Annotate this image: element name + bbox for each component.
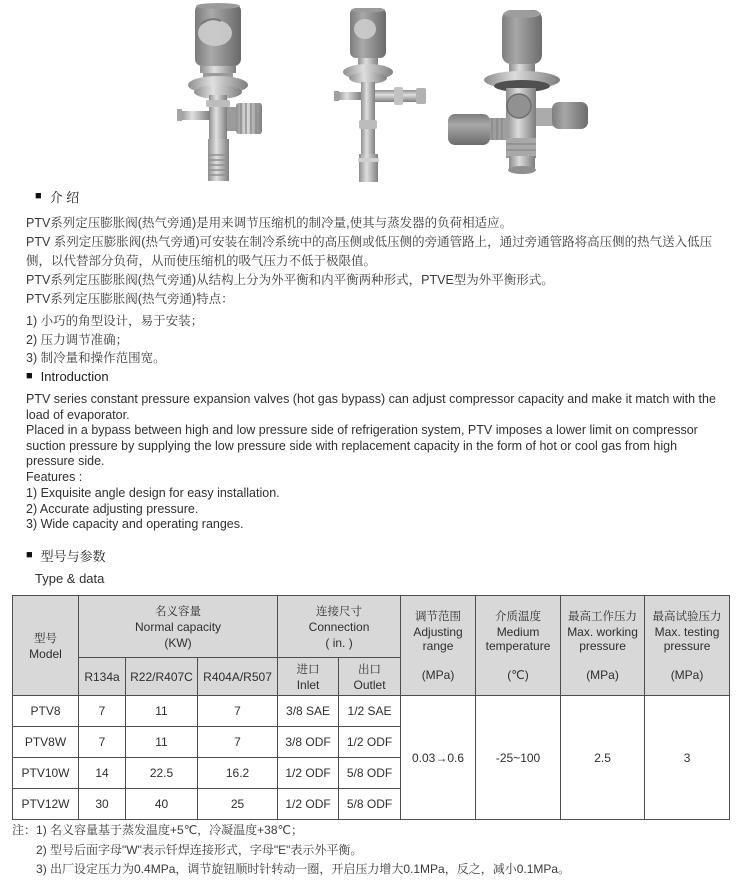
th-r404a-r507: R404A/R507	[198, 658, 278, 696]
spec-table-wrapper	[12, 595, 730, 820]
th-connection-en: Connection	[308, 619, 370, 634]
intro-cn-body	[26, 214, 716, 368]
cell-model: PTV8W	[13, 727, 79, 758]
footnotes-list	[36, 821, 728, 880]
cell-outlet: 1/2 SAE	[339, 696, 401, 727]
th-connection-unit: ( in. )	[325, 635, 353, 650]
cell-inlet: 3/8 SAE	[278, 696, 339, 727]
cell-model: PTV8	[13, 696, 79, 727]
th-adjusting-range	[401, 596, 476, 696]
product-photos-row	[0, 0, 744, 186]
type-data-title-en: Type & data	[35, 571, 105, 586]
cell-r22: 11	[126, 727, 198, 758]
cell-outlet: 1/2 ODF	[339, 727, 401, 758]
cell-adjusting-range: 0.03→0.6	[401, 696, 476, 820]
cell-inlet: 3/8 ODF	[278, 727, 339, 758]
th-working-unit: (MPa)	[586, 668, 619, 682]
th-testing-cn: 最高试验压力	[652, 611, 722, 623]
cell-r134a: 30	[79, 789, 126, 820]
th-adjusting-en: Adjusting range	[413, 625, 463, 653]
cell-outlet: 5/8 ODF	[339, 758, 401, 789]
th-inlet-en: Inlet	[296, 677, 320, 692]
th-outlet-cn: 出口	[358, 663, 382, 676]
valve-photo-flare-icon	[170, 3, 266, 183]
section-intro-en	[26, 369, 716, 533]
intro-cn-paragraph: PTV系列定压膨胀阀(热气旁通)是用来调节压缩机的制冷量,使其与蒸发器的负荷相适应。	[26, 216, 513, 230]
type-data-title-cn: 型号与参数	[40, 549, 106, 564]
cell-max-testing-pressure: 3	[645, 696, 730, 820]
th-medium-cn: 介质温度	[495, 611, 542, 623]
feature-item: 3) 制冷量和操作范围宽。	[26, 351, 166, 365]
th-capacity-en: Normal capacity	[135, 619, 222, 634]
intro-en-title: Introduction	[40, 369, 109, 384]
feature-item: 1) Exquisite angle design for easy installation.	[26, 486, 280, 500]
th-connection	[278, 596, 401, 658]
intro-en-paragraph: Features :	[26, 469, 83, 484]
th-model-en: Model	[29, 646, 62, 661]
feature-item: 2) Accurate adjusting pressure.	[26, 501, 199, 516]
footnote-item: 2) 型号后面字母"W"表示钎焊连接形式，字母"E"表示外平衡。	[36, 842, 363, 857]
spec-table	[12, 595, 730, 820]
cell-r404a: 16.2	[198, 758, 278, 789]
table-row	[13, 696, 730, 727]
th-connection-cn: 连接尺寸	[316, 605, 363, 618]
section-bullet-icon: ■	[26, 370, 33, 382]
th-adjusting-cn: 调节范围	[415, 611, 462, 623]
section-bullet-icon: ■	[26, 549, 33, 561]
intro-cn-feature-list	[26, 312, 716, 368]
type-data-heading-cn	[26, 546, 716, 565]
intro-cn-paragraph: PTV 系列定压膨胀阀(热气旁通)可安装在制冷系统中的高压侧或低压侧的旁通管路上，通过旁通管路将高压侧的热气送入低压侧，以代替部分负荷，从而使压缩机的吸气压力不低于极限值。	[26, 235, 713, 268]
th-medium-temperature	[476, 596, 561, 696]
feature-item: 1) 小巧的角型设计，易于安装；	[26, 314, 204, 328]
th-capacity	[79, 596, 278, 658]
cell-r404a: 7	[198, 727, 278, 758]
th-testing-en: Max. testing pressure	[654, 625, 720, 653]
th-model-cn: 型号	[34, 632, 57, 645]
feature-item: 3) Wide capacity and operating ranges.	[26, 517, 244, 531]
section-type-data	[26, 546, 716, 586]
th-inlet-cn: 进口	[296, 663, 320, 676]
th-medium-unit: (℃)	[507, 668, 529, 682]
th-inlet	[278, 658, 339, 696]
valve-photo-external-balance-icon	[446, 10, 594, 176]
footnote-item: 1) 名义容量基于蒸发温度+5℃，冷凝温度+38℃；	[36, 823, 304, 837]
cell-medium-temperature: -25~100	[476, 696, 561, 820]
section-heading-en	[26, 369, 716, 384]
footnotes	[12, 821, 728, 880]
th-working-en: Max. working pressure	[567, 625, 638, 653]
intro-cn-paragraph: PTV系列定压膨胀阀(热气旁通)从结构上分为外平衡和内平衡两种形式，PTVE型为外平衡形式。	[26, 273, 554, 287]
th-testing-unit: (MPa)	[670, 668, 704, 682]
section-bullet-icon: ■	[35, 190, 42, 202]
th-working-cn: 最高工作压力	[568, 611, 638, 623]
th-medium-en: Medium temperature	[485, 625, 551, 653]
cell-r134a: 7	[79, 727, 126, 758]
cell-r404a: 25	[198, 789, 278, 820]
cell-r404a: 7	[198, 696, 278, 727]
cell-r134a: 7	[79, 696, 126, 727]
footnote-item: 3) 出厂设定压力为0.4MPa，调节旋钮顺时针转动一圈，开启压力增大0.1MPa，反之，减小0.1MPa。	[36, 862, 571, 876]
th-r134a: R134a	[79, 658, 126, 696]
feature-item: 2) 压力调节准确；	[26, 332, 129, 347]
intro-cn-paragraph: PTV系列定压膨胀阀(热气旁通)特点：	[26, 292, 234, 306]
th-capacity-unit: (KW)	[164, 635, 192, 650]
cell-r22: 22.5	[126, 758, 198, 789]
intro-en-body	[26, 392, 716, 533]
cell-inlet: 1/2 ODF	[278, 789, 339, 820]
th-capacity-cn: 名义容量	[155, 605, 202, 618]
cell-model: PTV12W	[13, 789, 79, 820]
intro-en-paragraph: PTV series constant pressure expansion valves (hot gas bypass) can adjust compressor capacity and make it match with the load of evaporator.	[26, 392, 716, 422]
th-max-testing-pressure	[645, 596, 730, 696]
th-r22-r407c: R22/R407C	[126, 658, 198, 696]
cell-r22: 40	[126, 789, 198, 820]
valve-photo-solder-icon	[320, 8, 428, 182]
cell-r22: 11	[126, 696, 198, 727]
section-intro-cn	[26, 187, 716, 368]
intro-en-paragraph: Placed in a bypass between high and low pressure side of refrigeration system, PTV imposes a lower limit on compressor suction pressure by supplying the low pressure side with replacement capacity in the form of hot or cool gas from high pressure side.	[26, 423, 698, 468]
footnotes-label: 注：	[12, 823, 37, 837]
th-max-working-pressure	[561, 596, 645, 696]
th-model	[13, 596, 79, 696]
intro-cn-title: 介 绍	[49, 190, 80, 205]
cell-max-working-pressure: 2.5	[561, 696, 645, 820]
th-outlet	[339, 658, 401, 696]
cell-outlet: 5/8 ODF	[339, 789, 401, 820]
section-heading-cn	[26, 187, 716, 206]
cell-inlet: 1/2 ODF	[278, 758, 339, 789]
th-outlet-en: Outlet	[353, 677, 386, 692]
th-adjusting-unit: (MPa)	[421, 668, 455, 682]
intro-en-feature-list	[26, 486, 716, 533]
cell-model: PTV10W	[13, 758, 79, 789]
cell-r134a: 14	[79, 758, 126, 789]
